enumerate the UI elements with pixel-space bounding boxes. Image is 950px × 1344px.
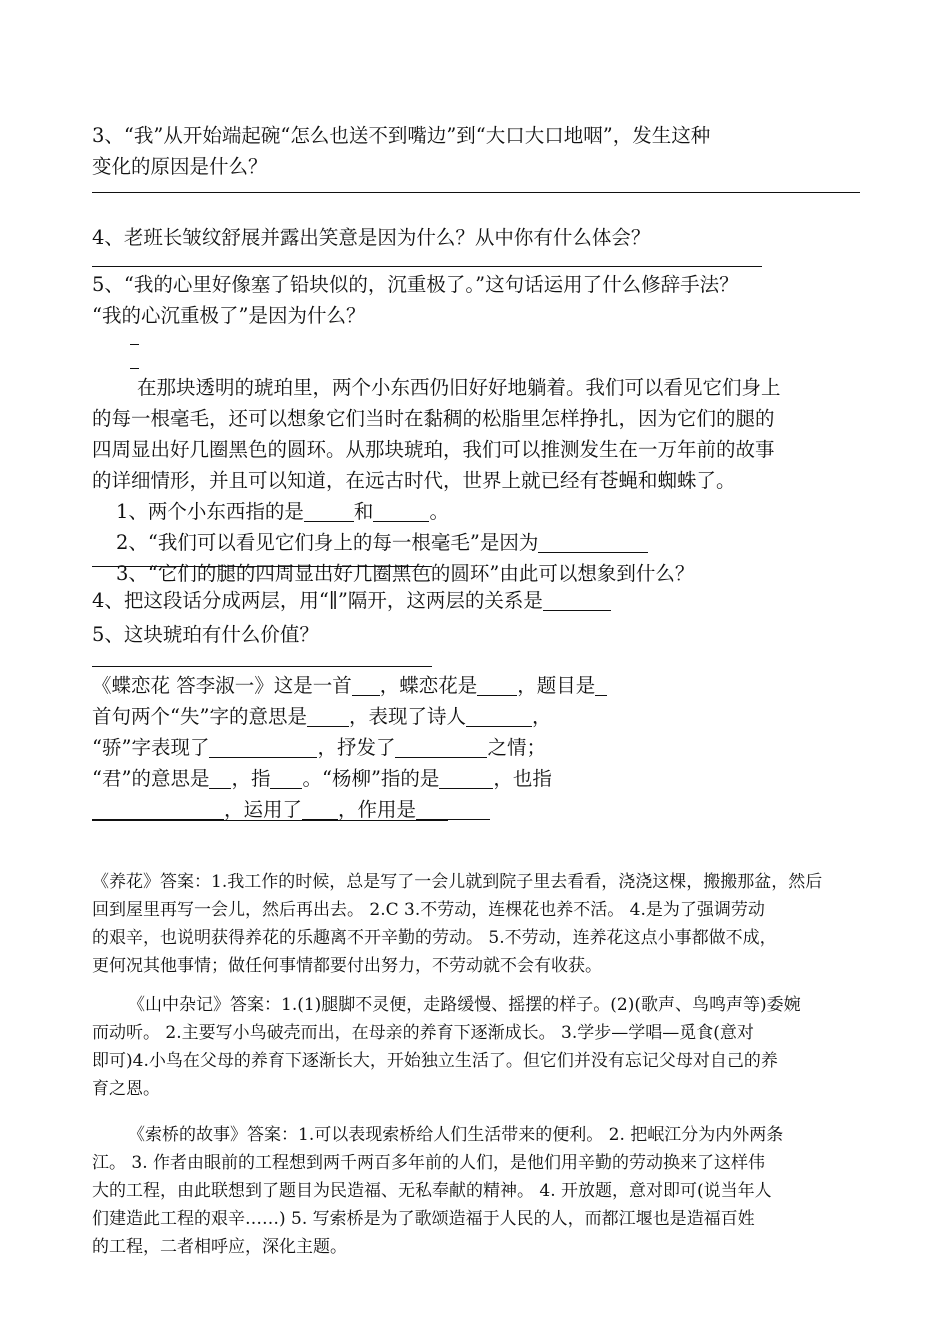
- amber-question-3: 3、“它们的腿的四周显出好几圈黑色的圆环”由此可以想象到什么？: [116, 562, 695, 585]
- poem-line-3: “骄”字表现了 ，抒发了 之情；: [92, 736, 546, 759]
- question-4-line-1: 4、老班长皱纹舒展并露出笑意是因为什么？从中你有什么体会？: [92, 226, 651, 249]
- amber-question-2: 2、“我们可以看见它们身上的每一根毫毛”是因为: [92, 527, 862, 558]
- question-5-line-1: 5、“我的心里好像塞了铅块似的，沉重极了。”这句话运用了什么修辞手法？: [92, 273, 739, 296]
- answer-line-text: 育之恩。: [92, 1079, 160, 1099]
- answer-line: [92, 666, 432, 667]
- answer-mark: [130, 344, 139, 345]
- amber-question-4: 4、把这段话分成两层，用“∥”隔开，这两层的关系是: [92, 585, 611, 616]
- fill-blank[interactable]: [477, 675, 517, 696]
- question-5-line-2: “我的心沉重极了”是因为什么？: [92, 304, 366, 327]
- passage-line: 四周显出好几圈黑色的圆环。从那块琥珀，我们可以推测发生在一万年前的故事: [92, 438, 775, 461]
- answer-key-shanzhong: [92, 991, 867, 1103]
- fill-blank[interactable]: [352, 675, 380, 696]
- fill-blank[interactable]: [209, 768, 231, 789]
- amber-question-5: 5、这块琥珀有什么价值？: [92, 623, 319, 646]
- passage-line: 在那块透明的琥珀里，两个小东西仍旧好好地躺着。我们可以看见它们身上: [137, 376, 781, 399]
- fill-blank[interactable]: [373, 501, 429, 522]
- fill-blank[interactable]: [439, 768, 493, 789]
- answer-line-text: 的艰辛，也说明获得养花的乐趣离不开辛勤的劳动。 5.不劳动，连养花这点小事都做不成，: [92, 928, 777, 948]
- fill-blank[interactable]: [416, 799, 490, 820]
- amber-question-1: 1、两个小东西指的是 和 。: [116, 500, 449, 523]
- question-3-line-1: 3、“我”从开始端起碗“怎么也送不到嘴边”到“大口大口地咽”，发生这种: [92, 124, 711, 147]
- answer-line-text: 江。 3. 作者由眼前的工程想到两千两百多年前的人们，是他们用辛勤的劳动换来了这样伟: [92, 1153, 766, 1173]
- answer-line-text: 的工程，二者相呼应，深化主题。: [92, 1237, 347, 1257]
- fill-blank[interactable]: [395, 737, 487, 758]
- fill-blank[interactable]: [307, 706, 349, 727]
- fill-blank[interactable]: [538, 532, 648, 553]
- fill-blank[interactable]: [302, 799, 338, 820]
- fill-blank[interactable]: [209, 737, 317, 758]
- poem-questions: [92, 670, 862, 825]
- amber-passage: [92, 372, 862, 589]
- answer-line: [92, 820, 448, 821]
- answer-mark: [130, 368, 139, 369]
- passage-line: 的每一根毫毛，还可以想象它们当时在黏稠的松脂里怎样挣扎，因为它们的腿的: [92, 407, 775, 430]
- fill-blank[interactable]: [595, 675, 607, 696]
- poem-line-2: 首句两个“失”字的意思是 ，表现了诗人 ，: [92, 705, 552, 728]
- question-3-line-2: 变化的原因是什么？: [92, 155, 268, 178]
- answer-line-text: 《养花》答案：1.我工作的时候，总是写了一会儿就到院子里去看看，浇浇这棵，搬搬那盆，然后: [92, 872, 823, 892]
- fill-blank[interactable]: [92, 799, 224, 820]
- fill-blank[interactable]: [466, 706, 532, 727]
- answer-key-yanghua: [92, 868, 867, 980]
- answer-line-text: 《山中杂记》答案：1.(1)腿脚不灵便，走路缓慢、摇摆的样子。(2)(歌声、鸟鸣声等)委婉: [128, 995, 801, 1015]
- answer-line-text: 而动听。 2.主要写小鸟破壳而出，在母亲的养育下逐渐成长。 3.学步—学唱—觅食(意对: [92, 1023, 754, 1043]
- answer-line-text: 们建造此工程的艰辛……) 5. 写索桥是为了歌颂造福于人民的人，而都江堰也是造福百姓: [92, 1209, 755, 1229]
- question-4: [92, 222, 650, 253]
- answer-line-text: 《索桥的故事》答案：1.可以表现索桥给人们生活带来的便利。 2. 把岷江分为内外两条: [128, 1125, 784, 1145]
- answer-line: [92, 266, 762, 267]
- answer-line: [92, 566, 432, 567]
- poem-line-4: “君”的意思是 ，指 。“杨柳”指的是 ，也指: [92, 767, 552, 790]
- answer-key-suoqiao: [92, 1121, 867, 1261]
- question-3: [92, 120, 710, 182]
- passage-line: 的详细情形，并且可以知道，在远古时代，世界上就已经有苍蝇和蜘蛛了。: [92, 469, 736, 492]
- answer-line-text: 大的工程，由此联想到了题目为民造福、无私奉献的精神。 4. 开放题，意对即可(说当年人: [92, 1181, 772, 1201]
- answer-line: [92, 192, 860, 193]
- poem-line-1: 《蝶恋花 答李淑一》这是一首 ，蝶恋花是 ，题目是: [92, 670, 862, 701]
- answer-line-text: 即可)4.小鸟在父母的养育下逐渐长大，开始独立生活了。但它们并没有忘记父母对自己的养: [92, 1051, 778, 1071]
- poem-line-5: ，运用了 ，作用是: [92, 794, 862, 825]
- fill-blank[interactable]: [270, 768, 302, 789]
- answer-line-text: 回到屋里再写一会儿，然后再出去。 2.C 3.不劳动，连棵花也养不活。 4.是为了强调劳动: [92, 900, 765, 920]
- fill-blank[interactable]: [304, 501, 354, 522]
- fill-blank[interactable]: [543, 590, 611, 611]
- answer-line-text: 更何况其他事情；做任何事情都要付出努力，不劳动就不会有收获。: [92, 956, 602, 976]
- question-5: [92, 269, 739, 331]
